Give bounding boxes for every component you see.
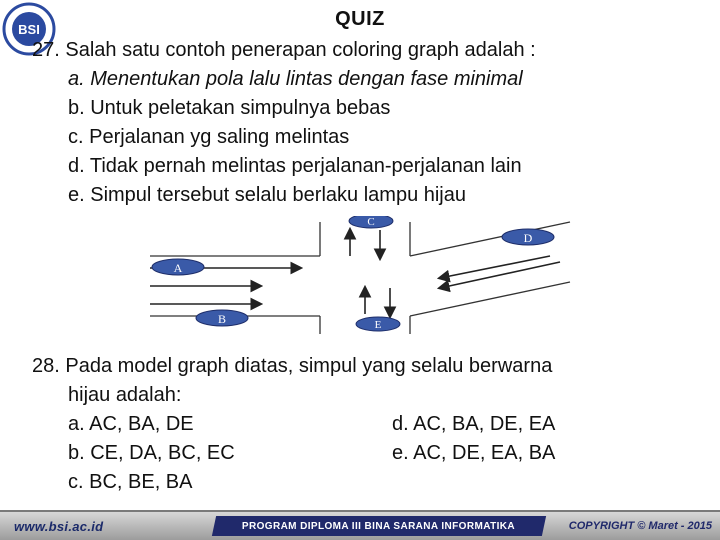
q27-option-c: c. Perjalanan yg saling melintas bbox=[68, 126, 350, 148]
q28-option-e: e. AC, DE, EA, BA bbox=[392, 442, 556, 464]
node-c bbox=[349, 216, 393, 228]
q28-option-b: b. CE, DA, BC, EC bbox=[68, 442, 235, 464]
svg-text:D: D bbox=[523, 231, 533, 245]
question-27-text: 27. Salah satu contoh penerapan coloring graph adalah : bbox=[32, 39, 536, 61]
svg-text:E: E bbox=[374, 319, 382, 331]
intersection-diagram bbox=[140, 216, 580, 336]
footer-bar bbox=[0, 510, 720, 540]
q28-option-a: a. AC, BA, DE bbox=[68, 413, 194, 435]
svg-text:B: B bbox=[217, 312, 227, 326]
q28-option-d: d. AC, BA, DE, EA bbox=[392, 413, 556, 435]
svg-text:C: C bbox=[367, 216, 375, 228]
node-d bbox=[502, 229, 554, 245]
footer-url: www.bsi.ac.id bbox=[14, 518, 104, 534]
question-28 bbox=[32, 352, 555, 497]
footer-program-banner bbox=[212, 516, 546, 536]
node-a bbox=[152, 259, 204, 275]
svg-text:A: A bbox=[173, 261, 183, 275]
node-b bbox=[196, 310, 248, 326]
slide-title: QUIZ bbox=[335, 8, 385, 30]
lane-arrows bbox=[150, 230, 560, 316]
question-28-line1: 28. Pada model graph diatas, simpul yang selalu berwarna bbox=[32, 355, 553, 377]
node-e bbox=[356, 317, 400, 331]
q27-option-d: d. Tidak pernah melintas perjalanan-perjalanan lain bbox=[68, 155, 522, 177]
footer-program-text: PROGRAM DIPLOMA III BINA SARANA INFORMATIKA bbox=[242, 520, 516, 532]
q28-options-row-1 bbox=[32, 410, 555, 439]
footer-copyright: COPYRIGHT © Maret - 2015 bbox=[568, 520, 712, 532]
q27-option-b: b. Untuk peletakan simpulnya bebas bbox=[68, 97, 391, 119]
logo-text: BSI bbox=[18, 22, 40, 37]
question-28-line2: hijau adalah: bbox=[68, 384, 182, 406]
q28-option-c: c. BC, BE, BA bbox=[68, 471, 193, 493]
q28-options-row-2 bbox=[32, 439, 555, 468]
q27-option-a: a. Menentukan pola lalu lintas dengan fase minimal bbox=[68, 68, 523, 90]
question-27 bbox=[32, 36, 536, 210]
q27-option-e: e. Simpul tersebut selalu berlaku lampu hijau bbox=[68, 184, 466, 206]
